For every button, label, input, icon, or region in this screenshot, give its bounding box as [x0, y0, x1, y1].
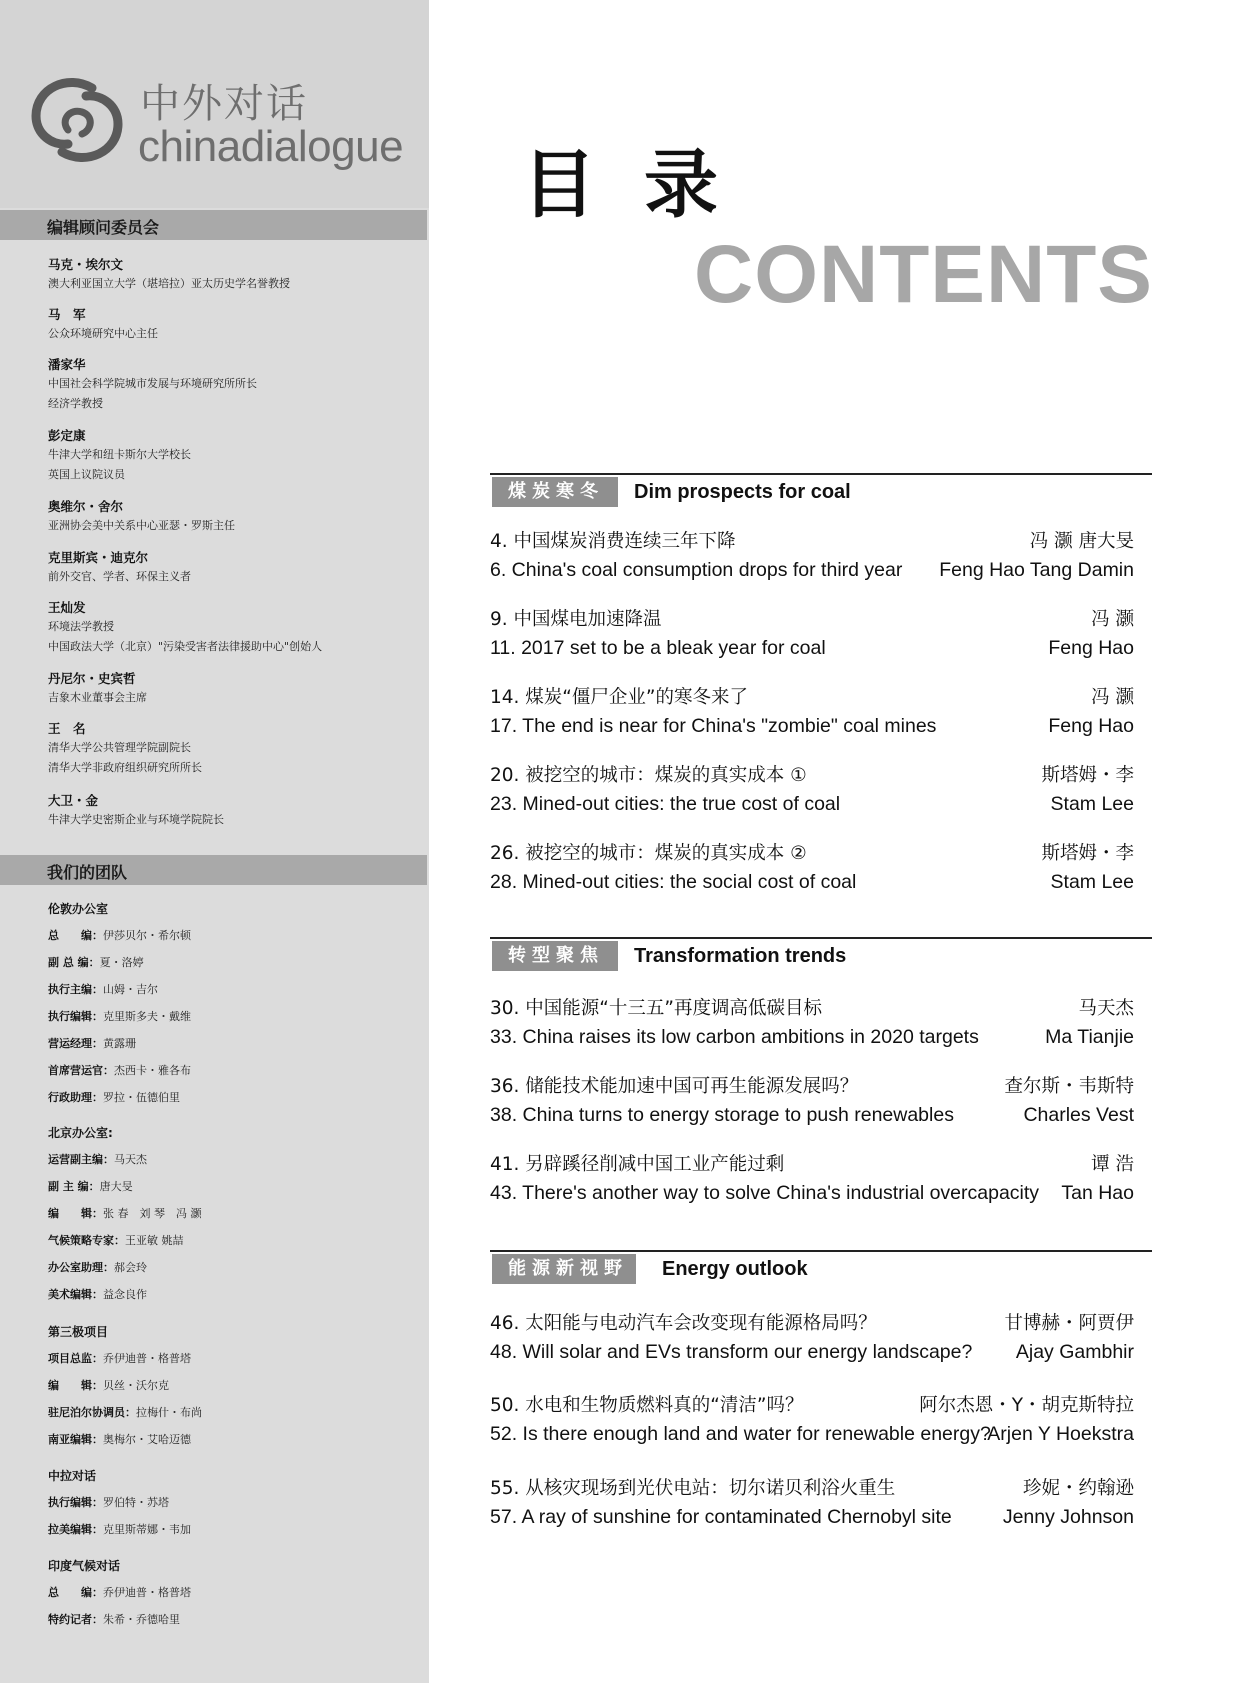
staff-row: [48, 1205, 202, 1221]
staff-row: [48, 1611, 180, 1627]
staff-label: 总 编：: [48, 929, 103, 942]
advisor-role: 牛津大学和纽卡斯尔大学校长: [48, 448, 191, 461]
staff-label: 行政助理：: [48, 1091, 103, 1104]
entry-title-cn: 4. 中国煤炭消费连续三年下降: [490, 531, 736, 552]
advisor-item: [48, 599, 418, 657]
staff-value: 黄露珊: [103, 1037, 136, 1050]
entry-author-en: Charles Vest: [1023, 1104, 1134, 1126]
toc-entry[interactable]: [490, 762, 1134, 820]
staff-label: 特约记者：: [48, 1613, 103, 1626]
entry-author-cn: 马天杰: [1078, 998, 1134, 1019]
staff-value: 乔伊迪普・格普塔: [103, 1586, 191, 1599]
staff-label: 拉美编辑：: [48, 1523, 103, 1536]
staff-value: 贝丝・沃尔克: [103, 1379, 169, 1392]
advisory-title: 编辑顾问委员会: [47, 218, 160, 237]
section-tag: 转型聚焦: [492, 941, 618, 971]
staff-row: [48, 1089, 180, 1105]
entry-title-cn: 30. 中国能源“十三五”再度调高低碳目标: [490, 998, 822, 1019]
staff-row: [48, 927, 191, 943]
staff-row: [48, 1350, 191, 1366]
staff-label: 气候策略专家：: [48, 1234, 125, 1247]
staff-value: 伊莎贝尔・希尔顿: [103, 929, 191, 942]
advisor-role: 中国社会科学院城市发展与环境研究所所长: [48, 377, 257, 390]
staff-label: 运营副主编：: [48, 1153, 114, 1166]
entry-author-cn: 斯塔姆・李: [1041, 765, 1134, 786]
entry-title-cn: 26. 被挖空的城市：煤炭的真实成本 ②: [490, 843, 807, 864]
chinadialogue-logo-icon: [28, 70, 124, 170]
entry-author-en: Arjen Y Hoekstra: [987, 1423, 1134, 1445]
logo-english-text: chinadialogue: [138, 122, 404, 171]
advisor-name: 克里斯宾・迪克尔: [48, 550, 149, 565]
section-tag: 煤炭寒冬: [492, 477, 618, 507]
advisor-item: [48, 306, 418, 344]
toc-entry[interactable]: [490, 606, 1134, 664]
entry-author-en: Jenny Johnson: [1002, 1506, 1134, 1528]
staff-label: 执行编辑：: [48, 1010, 103, 1023]
advisor-role: 亚洲协会美中关系中心亚瑟・罗斯主任: [48, 519, 235, 532]
advisor-item: [48, 792, 418, 830]
staff-value: 马天杰: [114, 1153, 147, 1166]
entry-author-cn: 冯 灏: [1091, 687, 1134, 708]
advisor-item: [48, 427, 418, 485]
staff-label: 副 总 编：: [48, 956, 100, 969]
entry-author-en: Ajay Gambhir: [1015, 1341, 1134, 1363]
advisor-name: 马 军: [48, 307, 86, 322]
staff-row: [48, 1232, 184, 1248]
staff-value: 益念良作: [103, 1288, 147, 1301]
section-title: Energy outlook: [662, 1258, 808, 1280]
advisor-role: 牛津大学史密斯企业与环境学院院长: [48, 813, 224, 826]
advisor-role: 经济学教授: [48, 397, 103, 410]
staff-label: 编 辑：: [48, 1207, 103, 1220]
advisor-role: 清华大学公共管理学院副院长: [48, 741, 191, 754]
staff-value: 乔伊迪普・格普塔: [103, 1352, 191, 1365]
entry-author-cn: 冯 灏 唐大旻: [1029, 531, 1134, 552]
logo-chinese-text: 中外对话: [140, 81, 308, 127]
entry-title-cn: 46. 太阳能与电动汽车会改变现有能源格局吗？: [490, 1313, 877, 1334]
entry-title-en: 11. 2017 set to be a bleak year for coal: [490, 637, 826, 659]
entry-title-en: 6. China's coal consumption drops for third year: [490, 559, 903, 581]
staff-row: [48, 1035, 136, 1051]
staff-value: 张 春 刘 琴 冯 灏: [103, 1207, 202, 1220]
staff-row: [48, 981, 158, 997]
entry-title-cn: 50. 水电和生物质燃料真的“清洁”吗？: [490, 1395, 804, 1416]
staff-label: 营运经理：: [48, 1037, 103, 1050]
staff-label: 驻尼泊尔协调员：: [48, 1406, 136, 1419]
section-divider: [490, 937, 1152, 939]
advisor-role: 澳大利亚国立大学（堪培拉）亚太历史学名誉教授: [48, 277, 290, 290]
staff-row: [48, 1377, 169, 1393]
entry-title-en: 38. China turns to energy storage to push renewables: [490, 1104, 954, 1126]
entry-author-cn: 阿尔杰恩・Y・胡克斯特拉: [919, 1395, 1134, 1416]
entry-author-en: Feng Hao: [1048, 715, 1134, 737]
advisor-role: 英国上议院议员: [48, 468, 125, 481]
entry-title-cn: 14. 煤炭“僵尸企业”的寒冬来了: [490, 687, 748, 708]
section-tag: 能源新视野: [492, 1254, 636, 1284]
toc-entry[interactable]: [490, 995, 1134, 1053]
staff-label: 首席营运官：: [48, 1064, 114, 1077]
staff-row: [48, 1431, 191, 1447]
advisory-section-bar: [0, 210, 427, 240]
staff-row: [48, 1062, 191, 1078]
staff-value: 郝会玲: [114, 1261, 147, 1274]
page-title-chinese: 目录: [522, 142, 766, 228]
entry-author-en: Feng Hao Tang Damin: [939, 559, 1134, 581]
staff-value: 罗拉・伍德伯里: [103, 1091, 180, 1104]
staff-row: [48, 1259, 147, 1275]
entry-author-en: Stam Lee: [1050, 871, 1134, 893]
entry-title-en: 43. There's another way to solve China's industrial overcapacity: [490, 1182, 1040, 1204]
advisor-name: 潘家华: [48, 357, 86, 372]
advisor-item: [48, 720, 418, 778]
entry-author-cn: 查尔斯・韦斯特: [1004, 1076, 1134, 1097]
entry-title-cn: 36. 储能技术能加速中国可再生能源发展吗？: [490, 1076, 859, 1097]
staff-row: [48, 1404, 202, 1420]
team-group-title: 北京办公室:: [48, 1126, 113, 1140]
staff-value: 克里斯蒂娜・韦加: [103, 1523, 191, 1536]
team-section-bar: [0, 855, 427, 885]
team-group-title: 中拉对话: [48, 1469, 97, 1483]
entry-title-en: 52. Is there enough land and water for renewable energy?: [490, 1423, 991, 1445]
entry-title-en: 48. Will solar and EVs transform our energy landscape?: [490, 1341, 973, 1363]
sidebar: [0, 0, 429, 1683]
entry-author-en: Feng Hao: [1048, 637, 1134, 659]
toc-entry[interactable]: [490, 1151, 1134, 1209]
staff-label: 执行主编：: [48, 983, 103, 996]
staff-row: [48, 954, 144, 970]
section-divider: [490, 473, 1152, 475]
entry-title-en: 17. The end is near for China's "zombie" coal mines: [490, 715, 937, 737]
advisor-name: 王 名: [48, 721, 86, 736]
staff-value: 拉梅什・布尚: [136, 1406, 202, 1419]
staff-label: 项目总监：: [48, 1352, 103, 1365]
advisor-item: [48, 549, 418, 587]
entry-author-cn: 冯 灏: [1091, 609, 1134, 630]
team-group-title: 第三极项目: [48, 1325, 109, 1339]
staff-value: 罗伯特・苏塔: [103, 1496, 169, 1509]
entry-author-en: Stam Lee: [1050, 793, 1134, 815]
section-title: Dim prospects for coal: [634, 481, 851, 503]
team-title: 我们的团队: [47, 863, 128, 882]
entry-title-cn: 41. 另辟蹊径削减中国工业产能过剩: [490, 1154, 785, 1175]
entry-author-en: Ma Tianjie: [1045, 1026, 1134, 1048]
entry-author-cn: 甘博赫・阿贾伊: [1004, 1313, 1134, 1334]
staff-value: 唐大旻: [99, 1180, 133, 1193]
page-title-english: CONTENTS: [694, 229, 1153, 320]
staff-value: 奥梅尔・艾哈迈德: [103, 1433, 191, 1446]
staff-label: 副 主 编：: [48, 1180, 100, 1193]
staff-label: 南亚编辑：: [48, 1433, 103, 1446]
staff-label: 编 辑：: [48, 1379, 103, 1392]
advisor-name: 彭定康: [48, 428, 86, 443]
section-divider: [490, 1250, 1152, 1252]
staff-value: 夏・洛婷: [99, 956, 144, 969]
advisor-role: 清华大学非政府组织研究所所长: [48, 761, 202, 774]
advisor-role: 中国政法大学（北京）"污染受害者法律援助中心"创始人: [48, 640, 323, 653]
advisor-role: 前外交官、学者、环保主义者: [48, 570, 191, 583]
advisor-role: 吉象木业董事会主席: [48, 691, 147, 704]
staff-value: 杰西卡・雅各布: [114, 1064, 191, 1077]
advisor-role: 环境法学教授: [48, 620, 114, 633]
advisor-item: [48, 498, 418, 536]
advisor-name: 大卫・金: [48, 793, 99, 808]
advisor-name: 奥维尔・舍尔: [48, 499, 124, 514]
logo: [0, 0, 429, 208]
entry-title-en: 33. China raises its low carbon ambitions in 2020 targets: [490, 1026, 979, 1048]
team-group-title: 印度气候对话: [48, 1559, 121, 1573]
entry-title-en: 57. A ray of sunshine for contaminated Chernobyl site: [490, 1506, 952, 1528]
advisor-name: 丹尼尔・史宾哲: [48, 671, 136, 686]
entry-author-en: Tan Hao: [1061, 1182, 1134, 1204]
advisor-item: [48, 256, 418, 294]
entry-title-en: 28. Mined-out cities: the social cost of coal: [490, 871, 857, 893]
toc-entry[interactable]: [490, 1073, 1134, 1131]
advisor-item: [48, 670, 418, 708]
entry-author-cn: 斯塔姆・李: [1041, 843, 1134, 864]
staff-row: [48, 1584, 191, 1600]
advisor-name: 王灿发: [48, 600, 86, 615]
team-group-title: 伦敦办公室: [48, 902, 109, 916]
staff-value: 山姆・吉尔: [103, 983, 158, 996]
staff-row: [48, 1008, 191, 1024]
staff-label: 总 编：: [48, 1586, 103, 1599]
toc-entry[interactable]: [490, 684, 1134, 742]
staff-label: 执行编辑：: [48, 1496, 103, 1509]
staff-row: [48, 1286, 147, 1302]
advisor-item: [48, 356, 418, 414]
entry-author-cn: 谭 浩: [1091, 1154, 1134, 1175]
staff-row: [48, 1494, 169, 1510]
toc-entry[interactable]: [490, 840, 1134, 898]
entry-title-cn: 55. 从核灾现场到光伏电站：切尔诺贝利浴火重生: [490, 1478, 896, 1499]
staff-row: [48, 1521, 191, 1537]
advisor-role: 公众环境研究中心主任: [48, 327, 158, 340]
advisor-name: 马克・埃尔文: [48, 257, 124, 272]
toc-entry[interactable]: [490, 1475, 1134, 1533]
staff-row: [48, 1178, 133, 1194]
entry-title-cn: 20. 被挖空的城市：煤炭的真实成本 ①: [490, 765, 807, 786]
toc-entry[interactable]: [490, 1310, 1134, 1368]
toc-entry[interactable]: [490, 1392, 1134, 1450]
staff-value: 克里斯多夫・戴维: [103, 1010, 191, 1023]
entry-title-cn: 9. 中国煤电加速降温: [490, 609, 662, 630]
entry-author-cn: 珍妮・约翰逊: [1022, 1478, 1134, 1499]
staff-row: [48, 1151, 147, 1167]
entry-title-en: 23. Mined-out cities: the true cost of coal: [490, 793, 841, 815]
toc-entry[interactable]: [490, 528, 1134, 586]
staff-value: 王亚敏 姚喆: [125, 1234, 184, 1247]
staff-label: 美术编辑：: [48, 1288, 103, 1301]
staff-label: 办公室助理：: [48, 1261, 114, 1274]
section-title: Transformation trends: [634, 945, 847, 967]
staff-value: 朱希・乔德哈里: [103, 1613, 180, 1626]
